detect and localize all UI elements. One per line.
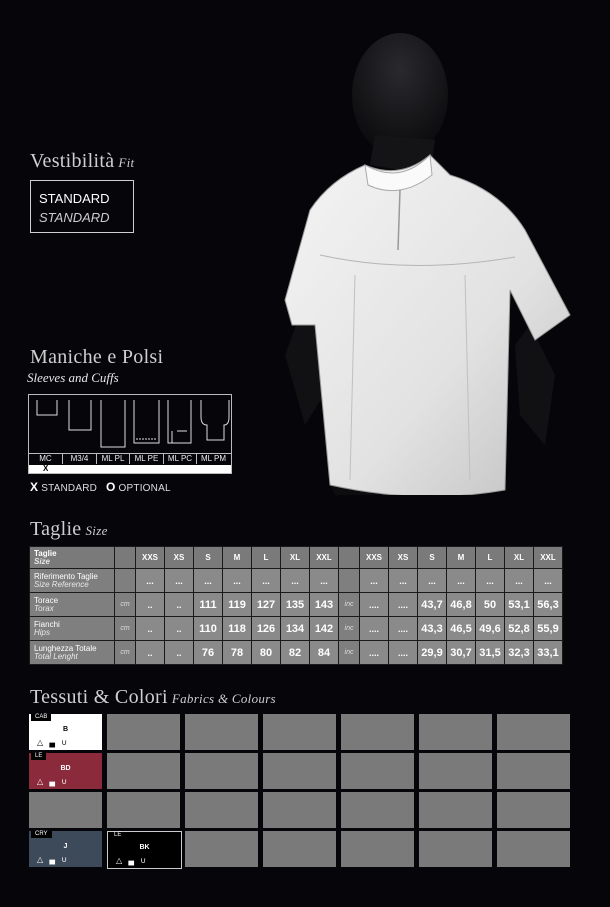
size-cell: 46,5 — [447, 617, 476, 641]
size-col-header: XL — [281, 547, 310, 569]
table-row — [30, 569, 563, 593]
size-cell: ... — [310, 569, 339, 593]
size-cell: ... — [165, 569, 194, 593]
fabrics-title: Tessuti & Colori Fabrics & Colours — [30, 686, 276, 708]
sleeve-selected-mark: X — [43, 464, 49, 473]
size-cell: 126 — [252, 617, 281, 641]
size-row-label — [30, 593, 115, 617]
size-cell: 53,1 — [505, 593, 534, 617]
fabric-swatch-empty — [419, 831, 492, 867]
size-row-label-en: Size Reference — [34, 579, 89, 589]
size-unit-inc: inc — [339, 593, 360, 617]
fabric-swatch-empty — [419, 714, 492, 750]
fabric-swatch-empty — [497, 753, 570, 789]
size-cell: .. — [136, 593, 165, 617]
size-cell: 80 — [252, 641, 281, 665]
fabric-swatch-empty — [263, 753, 336, 789]
size-cell: ... — [505, 569, 534, 593]
size-cell: 119 — [223, 593, 252, 617]
care-symbols-icon: △ ▄ ∪ — [37, 777, 70, 786]
size-row-label — [30, 641, 115, 665]
table-row — [30, 617, 563, 641]
size-cell: 110 — [194, 617, 223, 641]
size-cell: 31,5 — [476, 641, 505, 665]
size-table — [29, 546, 563, 665]
sleeve-label-mlpc: ML PC — [164, 453, 197, 464]
fit-value: STANDARD — [39, 191, 110, 206]
fabric-swatch-empty — [107, 753, 180, 789]
size-unit-cm: cm — [115, 617, 136, 641]
size-cell: 32,3 — [505, 641, 534, 665]
size-unit-cm: cm — [115, 593, 136, 617]
size-cell: 29,9 — [418, 641, 447, 665]
fabric-swatch-empty — [341, 714, 414, 750]
size-cell: .... — [389, 617, 418, 641]
size-cell: ... — [534, 569, 563, 593]
size-header-label-en: Size — [34, 556, 51, 566]
size-cell: ... — [389, 569, 418, 593]
fabric-swatch — [107, 831, 182, 869]
size-row-label-en: Torax — [34, 603, 54, 613]
fabric-swatch-empty — [185, 753, 258, 789]
fabric-swatch-empty — [419, 753, 492, 789]
size-header-unit — [339, 547, 360, 569]
size-cell: ... — [476, 569, 505, 593]
fabric-swatch-empty — [497, 714, 570, 750]
size-cell: .... — [360, 641, 389, 665]
table-row — [30, 641, 563, 665]
care-symbols-icon: △ ▄ ∪ — [37, 738, 70, 747]
size-unit-inc: inc — [339, 617, 360, 641]
care-symbols-icon: △ ▄ ∪ — [116, 856, 149, 865]
size-row-label-en: Total Lenght — [34, 651, 78, 661]
fabric-swatch-empty — [263, 714, 336, 750]
size-row-label-en: Hips — [34, 627, 51, 637]
size-cell: 78 — [223, 641, 252, 665]
sleeves-title: Maniche e Polsi — [30, 346, 164, 368]
fabric-tag: CAB — [31, 714, 51, 721]
size-header-unit — [115, 547, 136, 569]
size-cell: ... — [418, 569, 447, 593]
size-cell: 134 — [281, 617, 310, 641]
fabric-swatch-empty — [497, 831, 570, 867]
size-cell: .. — [165, 593, 194, 617]
size-unit-cm: cm — [115, 641, 136, 665]
size-cell: 56,3 — [534, 593, 563, 617]
sleeves-legend: X STANDARD O OPTIONAL — [30, 480, 171, 494]
size-col-header: L — [476, 547, 505, 569]
size-cell: 135 — [281, 593, 310, 617]
size-col-header: S — [418, 547, 447, 569]
size-col-header: XXS — [136, 547, 165, 569]
size-cell: .. — [136, 617, 165, 641]
size-row-label-it: Lunghezza Totale — [34, 643, 97, 653]
size-cell: 127 — [252, 593, 281, 617]
fabric-swatch — [29, 831, 102, 867]
fabric-swatch-empty — [341, 792, 414, 828]
care-symbols-icon: △ ▄ ∪ — [37, 855, 70, 864]
size-col-header: XXL — [310, 547, 339, 569]
fabric-swatch-empty — [341, 831, 414, 867]
size-cell: 118 — [223, 617, 252, 641]
size-cell: .... — [360, 593, 389, 617]
size-row-label-it: Fianchi — [34, 619, 60, 629]
size-row-label-it: Riferimento Taglie — [34, 571, 98, 581]
size-cell: ... — [194, 569, 223, 593]
sleeve-label-mc: MC — [29, 453, 63, 464]
fabric-tag: CRY — [31, 831, 52, 838]
size-unit-inc — [339, 569, 360, 593]
size-col-header: XS — [165, 547, 194, 569]
size-cell: ... — [281, 569, 310, 593]
size-col-header: XL — [505, 547, 534, 569]
size-col-header: XXS — [360, 547, 389, 569]
table-row — [30, 593, 563, 617]
fabric-swatch-empty — [419, 792, 492, 828]
size-cell: 50 — [476, 593, 505, 617]
size-cell: 43,7 — [418, 593, 447, 617]
size-cell: .. — [136, 641, 165, 665]
size-cell: 49,6 — [476, 617, 505, 641]
size-cell: 143 — [310, 593, 339, 617]
size-cell: 111 — [194, 593, 223, 617]
sleeve-label-mlpl: ML PL — [97, 453, 130, 464]
size-cell: 43,3 — [418, 617, 447, 641]
size-col-header: XXL — [534, 547, 563, 569]
size-cell: 142 — [310, 617, 339, 641]
size-cell: 76 — [194, 641, 223, 665]
fabric-swatch — [29, 753, 102, 789]
fabric-swatch-empty — [185, 831, 258, 867]
size-col-header: L — [252, 547, 281, 569]
fit-value-en: STANDARD — [39, 210, 110, 225]
size-row-label — [30, 569, 115, 593]
size-cell: .. — [165, 617, 194, 641]
fabric-swatch-empty — [263, 792, 336, 828]
size-cell: 55,9 — [534, 617, 563, 641]
size-header-label-it: Taglie — [34, 548, 57, 558]
size-col-header: S — [194, 547, 223, 569]
size-cell: 46,8 — [447, 593, 476, 617]
size-col-header: M — [447, 547, 476, 569]
fabric-code: BK — [139, 844, 150, 851]
fabric-swatch-empty — [263, 831, 336, 867]
size-cell: 33,1 — [534, 641, 563, 665]
fabric-code: J — [63, 843, 68, 850]
fabric-swatch-empty — [107, 714, 180, 750]
sizes-title: Taglie Size — [30, 518, 108, 540]
size-col-header: M — [223, 547, 252, 569]
size-cell: ... — [447, 569, 476, 593]
size-cell: .... — [360, 617, 389, 641]
fabric-swatch — [29, 714, 102, 750]
size-unit-cm — [115, 569, 136, 593]
size-cell: .... — [389, 641, 418, 665]
fit-box — [30, 180, 134, 233]
size-row-label-it: Torace — [34, 595, 59, 605]
sleeve-label-mlpe: ML PE — [130, 453, 164, 464]
fit-title: Vestibilità Fit — [30, 150, 135, 172]
size-cell: 84 — [310, 641, 339, 665]
sleeve-label-mlpm: ML PM — [200, 454, 227, 463]
size-header-label — [30, 547, 115, 569]
size-cell: 82 — [281, 641, 310, 665]
fabric-swatch-empty — [185, 792, 258, 828]
fabric-code: B — [62, 726, 69, 733]
fabric-tag: LE — [110, 832, 125, 839]
size-cell: ... — [360, 569, 389, 593]
fabric-swatch-empty — [341, 753, 414, 789]
size-cell: 52,8 — [505, 617, 534, 641]
fabric-tag: LE — [31, 753, 46, 760]
size-cell: 30,7 — [447, 641, 476, 665]
sleeve-label-m34: M3/4 — [63, 453, 97, 464]
size-unit-inc: inc — [339, 641, 360, 665]
product-shirt-image — [270, 25, 580, 495]
size-cell: .. — [165, 641, 194, 665]
size-cell: ... — [223, 569, 252, 593]
fabric-swatch-empty — [185, 714, 258, 750]
fabric-swatch-empty — [107, 792, 180, 828]
sleeves-diagram — [28, 394, 232, 474]
sleeves-title-en: Sleeves and Cuffs — [27, 370, 119, 385]
size-row-label — [30, 617, 115, 641]
size-cell: ... — [252, 569, 281, 593]
size-table-header — [30, 547, 563, 569]
size-cell: ... — [136, 569, 165, 593]
fabric-swatch-empty — [497, 792, 570, 828]
size-cell: .... — [389, 593, 418, 617]
size-col-header: XS — [389, 547, 418, 569]
fabric-code: BD — [60, 765, 71, 772]
fabric-swatch-empty — [29, 792, 102, 828]
sleeve-shapes — [29, 395, 231, 453]
